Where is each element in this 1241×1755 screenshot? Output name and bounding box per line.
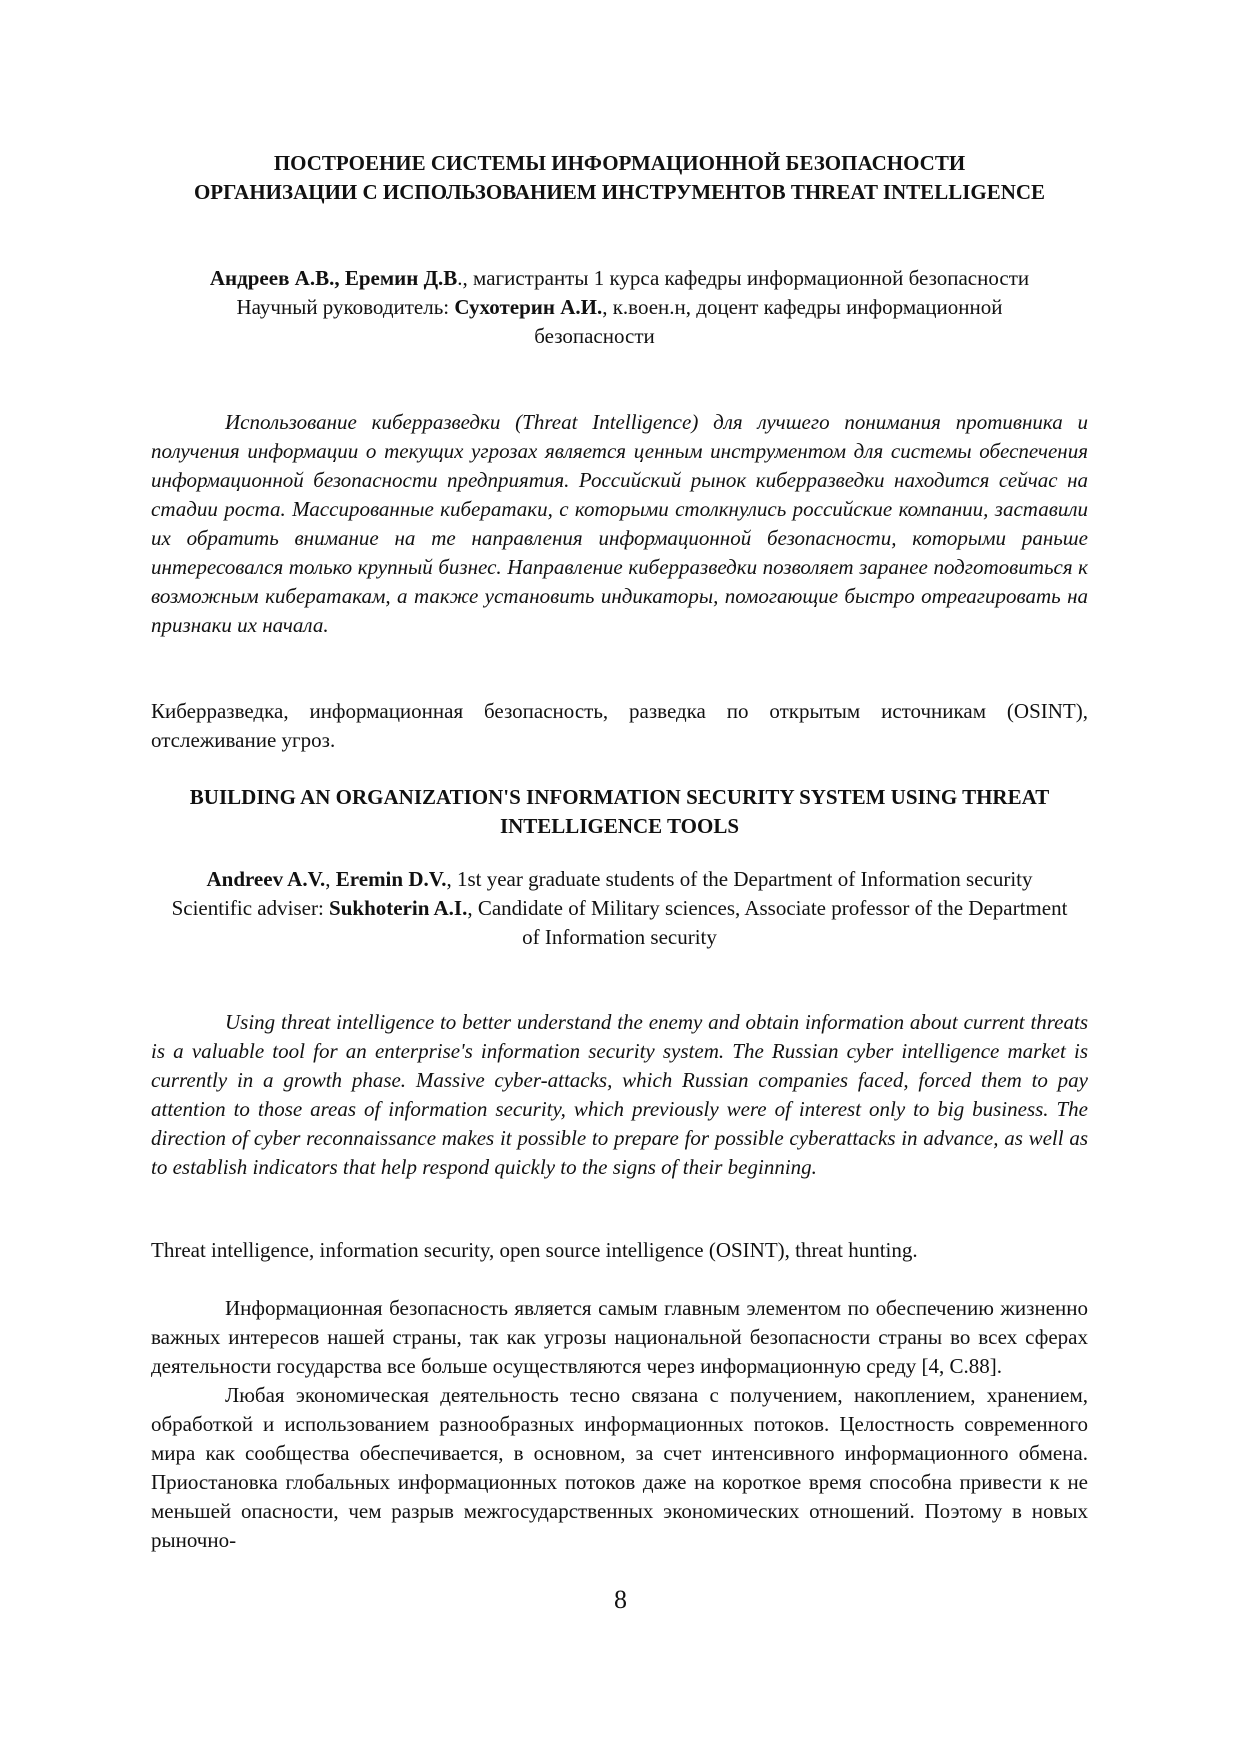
en-authors — [151, 865, 1088, 894]
ru-keywords-block — [151, 697, 1088, 755]
en-advisor — [151, 894, 1088, 952]
en-title-block — [151, 783, 1088, 841]
en-advisor-desc: , Candidate of Military sciences, Associate professor of the Department of Information security — [467, 896, 1068, 949]
en-title: BUILDING AN ORGANIZATION'S INFORMATION SECURITY SYSTEM USING THREAT INTELLIGENCE TOOLS — [189, 785, 1050, 838]
ru-title: ПОСТРОЕНИЕ СИСТЕМЫ ИНФОРМАЦИОННОЙ БЕЗОПАСНОСТИ ОРГАНИЗАЦИИ С ИСПОЛЬЗОВАНИЕМ ИНСТРУМЕНТОВ THREAT INTELLIGENCE — [193, 151, 1046, 204]
ru-abstract-block — [151, 408, 1088, 640]
ru-abstract: Использование киберразведки (Threat Intelligence) для лучшего понимания противника и получения информации о текущих угрозах является ценным инструментом для системы обеспечения информационной безопасности предприятия. Российский рынок киберразведки находится сейчас на стадии роста. Массированные кибератаки, с которыми столкнулись российские компании, заставили их обратить внимание на те направления информационной безопасности, которыми раньше интересовался только крупный бизнес. Направление киберразведки позволяет заранее подготовиться к возможным кибератакам, а также установить индикаторы, помогающие быстро отреагировать на признаки их начала. — [151, 410, 1088, 637]
body-paragraph: Любая экономическая деятельность тесно связана с получением, накоплением, хранением, обработкой и использованием разнообразных информационных потоков. Целостность современного мира как сообщества обеспечивается, в основном, за счет интенсивного информационного обмена. Приостановка глобальных информационных потоков даже на короткое время способна привести к не меньшей опасности, чем разрыв межгосударственных экономических отношений. Поэтому в новых рыночно- — [151, 1383, 1088, 1552]
en-advisor-label: Scientific adviser: — [171, 896, 330, 920]
body-block — [151, 1294, 1088, 1555]
ru-authors-block — [151, 264, 1088, 351]
en-advisor-name: Sukhoterin A.I. — [329, 896, 468, 920]
en-authors-desc: , 1st year graduate students of the Department of Information security — [446, 867, 1033, 891]
en-abstract-block — [151, 1008, 1088, 1182]
ru-authors — [151, 264, 1088, 293]
en-authors-block — [151, 865, 1088, 952]
ru-authors-desc: ., магистранты 1 курса кафедры информационной безопасности — [457, 266, 1030, 290]
body-paragraph: Информационная безопасность является самым главным элементом по обеспечению жизненно важных интересов нашей страны, так как угрозы национальной безопасности страны во всех сферах деятельности государства все больше осуществляются через информационную среду [4, С.88]. — [151, 1296, 1088, 1378]
en-author2: Eremin D.V. — [335, 867, 447, 891]
en-keywords-block — [151, 1236, 1088, 1265]
en-author-sep: , — [325, 867, 336, 891]
en-author1: Andreev A.V. — [206, 867, 326, 891]
ru-title-block — [151, 149, 1088, 207]
ru-advisor — [151, 293, 1088, 351]
page-number: 8 — [614, 1585, 627, 1614]
ru-advisor-desc: , к.воен.н, доцент кафедры информационной безопасности — [534, 295, 1003, 348]
ru-keywords: Киберразведка, информационная безопасность, разведка по открытым источникам (OSINT), отслеживание угроз. — [151, 699, 1088, 752]
ru-advisor-name: Сухотерин А.И. — [454, 295, 603, 319]
en-abstract: Using threat intelligence to better understand the enemy and obtain information about current threats is a valuable tool for an enterprise's information security system. The Russian cyber intelligence market is currently in a growth phase. Massive cyber-attacks, which Russian companies faced, forced them to pay attention to those areas of information security, which previously were of interest only to big business. The direction of cyber reconnaissance makes it possible to prepare for possible cyberattacks in advance, as well as to establish indicators that help respond quickly to the signs of their beginning. — [151, 1010, 1088, 1179]
ru-author-names: Андреев А.В., Еремин Д.В — [209, 266, 458, 290]
en-keywords: Threat intelligence, information security, open source intelligence (OSINT), threat hunting. — [151, 1238, 918, 1262]
ru-advisor-label: Научный руководитель: — [236, 295, 455, 319]
